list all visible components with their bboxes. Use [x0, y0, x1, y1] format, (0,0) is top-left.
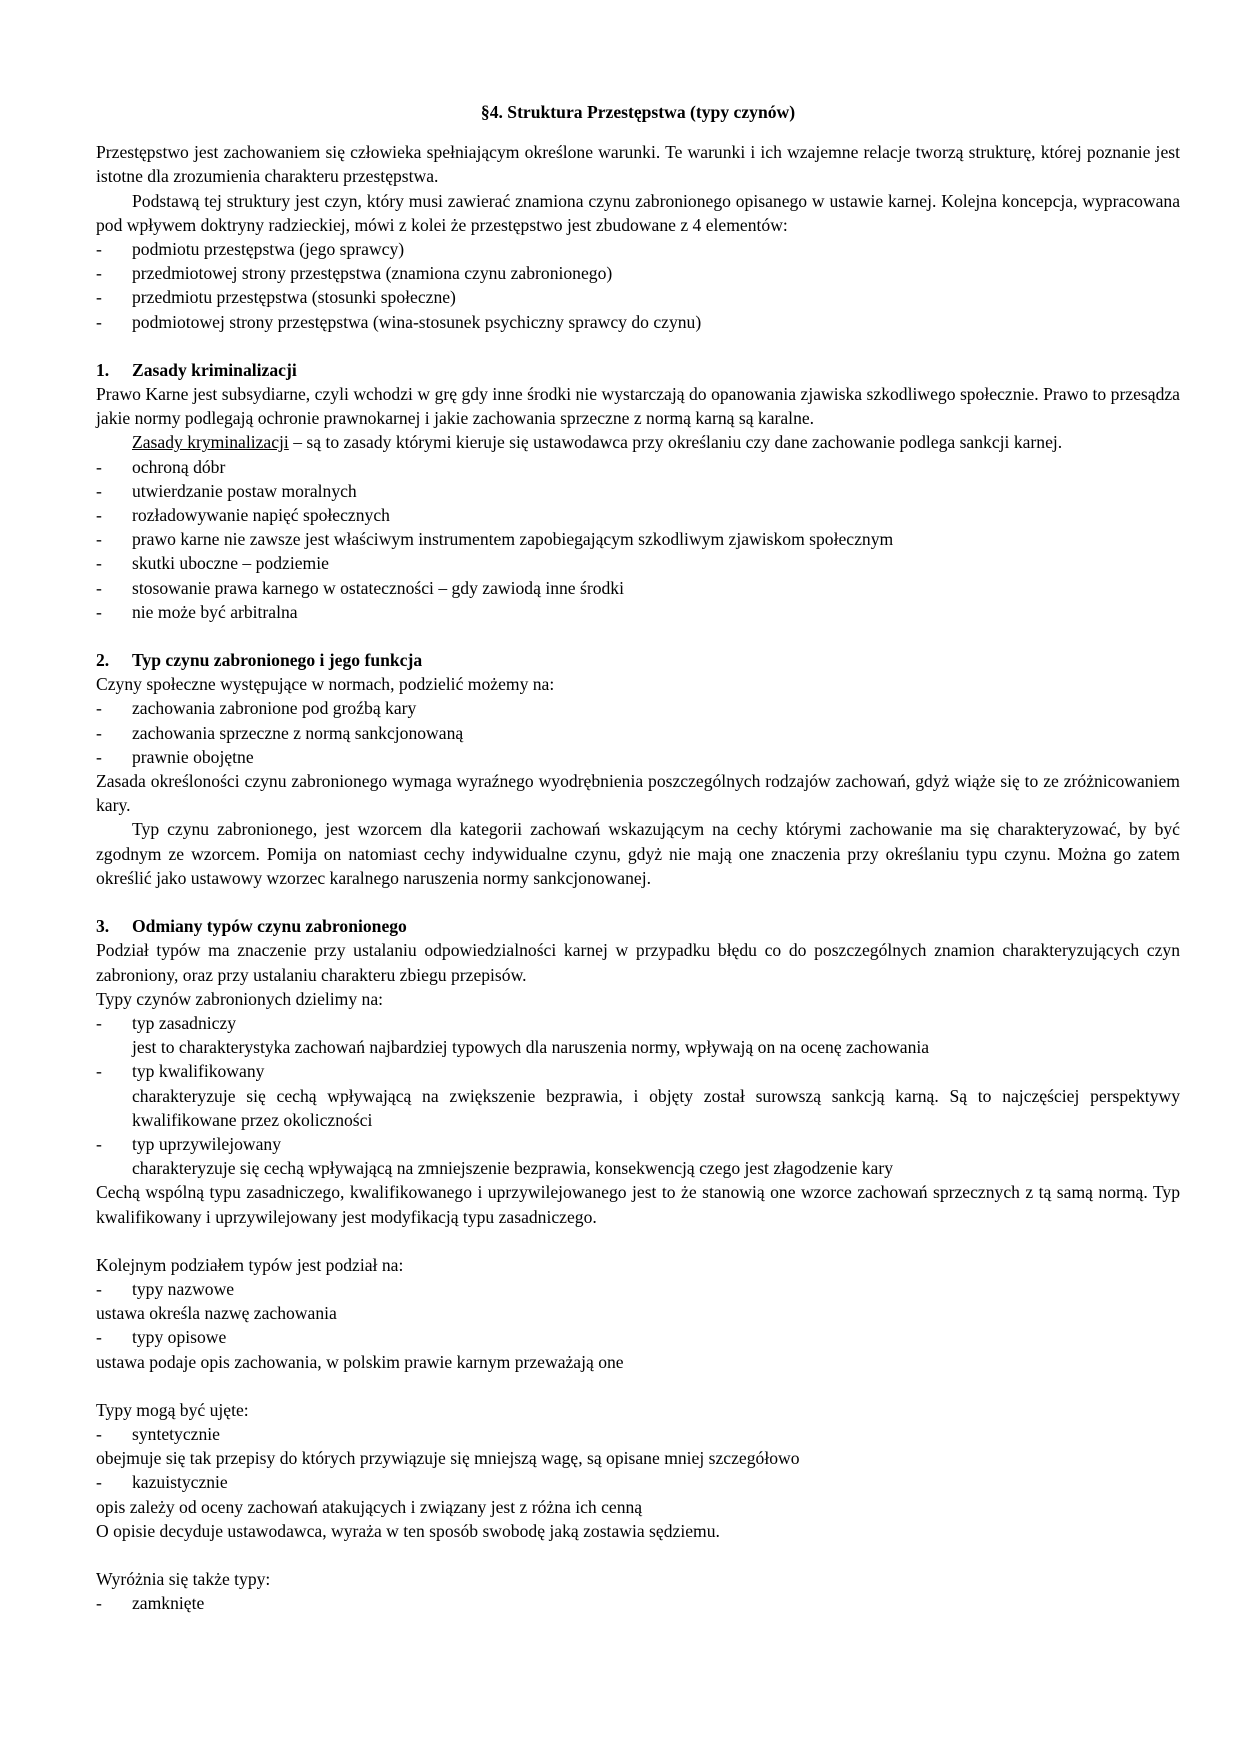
dash-marker: -: [96, 1327, 102, 1348]
list-item: [96, 285, 1180, 309]
section-title: Zasady kriminalizacji: [132, 359, 297, 380]
list-item-text: typy opisowe: [132, 1327, 227, 1348]
list-item: [96, 576, 1180, 600]
framing-list: [96, 1470, 1180, 1494]
list-item: [96, 527, 1180, 551]
dash-marker: -: [96, 505, 102, 526]
dash-marker: -: [96, 577, 102, 598]
spacer: [96, 624, 1180, 648]
section-title: Odmiany typów czynu zabronionego: [132, 916, 407, 937]
section-3-paragraph-7: Wyróżnia się także typy:: [96, 1568, 271, 1589]
dash-marker: -: [96, 311, 102, 332]
list-item-text: rozładowywanie napięć społecznych: [132, 505, 390, 526]
list-item: [96, 1011, 1180, 1035]
document-page: [96, 100, 1180, 1615]
item-description: ustawa podaje opis zachowania, w polskim prawie karnym przeważają one: [96, 1351, 624, 1372]
list-item-text: utwierdzanie postaw moralnych: [132, 480, 357, 501]
section-2-list: [96, 696, 1180, 769]
section-2-paragraph-1: Czyny społeczne występujące w normach, podzielić możemy na:: [96, 674, 555, 695]
section-3-paragraph-3: Cechą wspólną typu zasadniczego, kwalifikowanego i uprzywilejowanego jest to że stanowią one wzorce zachowań sprzecznych z tą samą normą. Typ kwalifikowany i uprzywilejowany jest modyfikacją typu zasadniczego.: [96, 1182, 1180, 1227]
list-item: [96, 455, 1180, 479]
list-item: [96, 479, 1180, 503]
list-item-text: typ zasadniczy: [132, 1012, 237, 1033]
closure-list: [96, 1591, 1180, 1615]
naming-list: [96, 1325, 1180, 1349]
list-item: [96, 261, 1180, 285]
type-description: jest to charakterystyka zachowań najbardziej typowych dla naruszenia normy, wpływają on na ocenę zachowania: [132, 1037, 930, 1058]
intro-paragraph-2: Podstawą tej struktury jest czyn, który musi zawierać znamiona czynu zabronionego opisanego w ustawie karnej. Kolejna koncepcja, wypracowana pod wpływem doktryny radzieckiej, mówi z kolei że przestępstwo jest zbudowane z 4 elementów:: [96, 190, 1180, 235]
section-1-list: [96, 455, 1180, 624]
section-3-heading: [96, 914, 1180, 938]
list-item-text: zachowania sprzeczne z normą sankcjonowaną: [132, 722, 464, 743]
list-item: [96, 551, 1180, 575]
dash-marker: -: [96, 1472, 102, 1493]
section-number: 1.: [96, 359, 110, 380]
list-item-text: podmiotu przestępstwa (jego sprawcy): [132, 239, 405, 260]
list-item: [96, 1591, 1180, 1615]
dash-marker: -: [96, 239, 102, 260]
section-3-paragraph-4: Kolejnym podziałem typów jest podział na:: [96, 1254, 404, 1275]
spacer: [96, 1229, 1180, 1253]
list-item: [96, 237, 1180, 261]
dash-marker: -: [96, 601, 102, 622]
dash-marker: -: [96, 1133, 102, 1154]
list-item: [96, 1277, 1180, 1301]
list-item: [96, 1422, 1180, 1446]
dash-marker: -: [96, 1593, 102, 1614]
section-2-paragraph-2: Zasada określoności czynu zabronionego wymaga wyraźnego wyodrębnienia poszczególnych rodzajów zachowań, gdyż wiąże się to ze zróżnicowaniem kary.: [96, 771, 1180, 816]
dash-marker: -: [96, 263, 102, 284]
list-item-text: typ uprzywilejowany: [132, 1133, 282, 1154]
list-item: [96, 745, 1180, 769]
intro-list: [96, 237, 1180, 334]
spacer: [96, 1374, 1180, 1398]
dash-marker: -: [96, 698, 102, 719]
spacer: [96, 890, 1180, 914]
types-list: [96, 1132, 1180, 1156]
section-3-paragraph-1: Podział typów ma znaczenie przy ustalaniu odpowiedzialności karnej w przypadku błędu co do poszczególnych znamion charakteryzujących czyn zabroniony, oraz przy ustalaniu charakteru zbiegu przepisów.: [96, 940, 1180, 985]
list-item-text: prawnie obojętne: [132, 746, 254, 767]
item-description: obejmuje się tak przepisy do których przywiązuje się mniejszą wagę, są opisane mniej szczegółowo: [96, 1448, 800, 1469]
list-item: [96, 1325, 1180, 1349]
list-item-text: ochroną dóbr: [132, 456, 226, 477]
dash-marker: -: [96, 529, 102, 550]
dash-marker: -: [96, 480, 102, 501]
section-title: Typ czynu zabronionego i jego funkcja: [132, 650, 423, 671]
dash-marker: -: [96, 287, 102, 308]
list-item: [96, 1132, 1180, 1156]
section-3-paragraph-6: O opisie decyduje ustawodawca, wyraża w ten sposób swobodę jaką zostawia sędziemu.: [96, 1520, 720, 1541]
list-item-text: podmiotowej strony przestępstwa (wina-stosunek psychiczny sprawcy do czynu): [132, 311, 702, 332]
list-item-text: typ kwalifikowany: [132, 1061, 265, 1082]
dash-marker: -: [96, 456, 102, 477]
types-list: [96, 1059, 1180, 1083]
section-1-paragraph-1: Prawo Karne jest subsydiarne, czyli wchodzi w grę gdy inne środki nie wystarczają do opanowania zjawiska szkodliwego społecznie. Prawo to przesądza jakie normy podlegają ochronie prawnokarnej i jakie zachowania sprzeczne z normą karną są karalne.: [96, 384, 1180, 429]
dash-marker: -: [96, 722, 102, 743]
type-description: charakteryzuje się cechą wpływającą na zmniejszenie bezprawia, konsekwencją czego jest złagodzenie kary: [132, 1158, 894, 1179]
list-item: [96, 696, 1180, 720]
underlined-term: Zasady kryminalizacji: [132, 432, 289, 453]
list-item-text: przedmiotu przestępstwa (stosunki społeczne): [132, 287, 456, 308]
list-item: [96, 1059, 1180, 1083]
dash-marker: -: [96, 1061, 102, 1082]
section-2-paragraph-3: Typ czynu zabronionego, jest wzorcem dla kategorii zachowań wskazującym na cechy którymi zachowanie ma się charakteryzować, by być zgodnym ze wzorcem. Pomija on natomiast cechy indywidualne czynu, gdyż nie mają one znaczenia przy określaniu typu czynu. Można go zatem określić jako ustawowy wzorzec karalnego naruszenia normy sankcjonowanej.: [96, 819, 1180, 888]
item-description: opis zależy od oceny zachowań atakujących i związany jest z różna ich cenną: [96, 1496, 643, 1517]
list-item-text: kazuistycznie: [132, 1472, 228, 1493]
list-item: [96, 1470, 1180, 1494]
naming-list: [96, 1277, 1180, 1301]
list-item-text: zamknięte: [132, 1593, 205, 1614]
list-item-text: skutki uboczne – podziemie: [132, 553, 329, 574]
list-item: [96, 310, 1180, 334]
type-description: charakteryzuje się cechą wpływającą na zwiększenie bezprawia, i objęty został surowszą sankcją karną. Są to najczęściej perspektywy kwalifikowane przez okoliczności: [132, 1085, 1180, 1130]
list-item: [96, 600, 1180, 624]
section-3-paragraph-2: Typy czynów zabronionych dzielimy na:: [96, 988, 384, 1009]
list-item: [96, 721, 1180, 745]
list-item-text: zachowania zabronione pod groźbą kary: [132, 698, 417, 719]
types-list: [96, 1011, 1180, 1035]
dash-marker: -: [96, 553, 102, 574]
dash-marker: -: [96, 746, 102, 767]
dash-marker: -: [96, 1278, 102, 1299]
section-1-heading: [96, 358, 1180, 382]
list-item: [96, 503, 1180, 527]
list-item-text: stosowanie prawa karnego w ostateczności – gdy zawiodą inne środki: [132, 577, 624, 598]
section-1-paragraph-2: [96, 430, 1180, 454]
framing-list: [96, 1422, 1180, 1446]
list-item-text: syntetycznie: [132, 1423, 220, 1444]
document-title: §4. Struktura Przestępstwa (typy czynów): [480, 102, 796, 122]
section-3-paragraph-5: Typy mogą być ujęte:: [96, 1399, 249, 1420]
spacer: [96, 334, 1180, 358]
item-description: ustawa określa nazwę zachowania: [96, 1303, 337, 1324]
section-number: 2.: [96, 650, 110, 671]
intro-paragraph-1: Przestępstwo jest zachowaniem się człowieka spełniającym określone warunki. Te warunki i ich wzajemne relacje tworzą strukturę, której poznanie jest istotne dla zrozumienia charakteru przestępstwa.: [96, 142, 1180, 187]
section-number: 3.: [96, 916, 110, 937]
dash-marker: -: [96, 1423, 102, 1444]
list-item-text: nie może być arbitralna: [132, 601, 298, 622]
definition-text: – są to zasady którymi kieruje się ustawodawca przy określaniu czy dane zachowanie podlega sankcji karnej.: [288, 432, 1063, 453]
list-item-text: typy nazwowe: [132, 1278, 235, 1299]
dash-marker: -: [96, 1012, 102, 1033]
list-item-text: przedmiotowej strony przestępstwa (znamiona czynu zabronionego): [132, 263, 613, 284]
spacer: [96, 1543, 1180, 1567]
list-item-text: prawo karne nie zawsze jest właściwym instrumentem zapobiegającym szkodliwym zjawiskom społecznym: [132, 529, 894, 550]
section-2-heading: [96, 648, 1180, 672]
